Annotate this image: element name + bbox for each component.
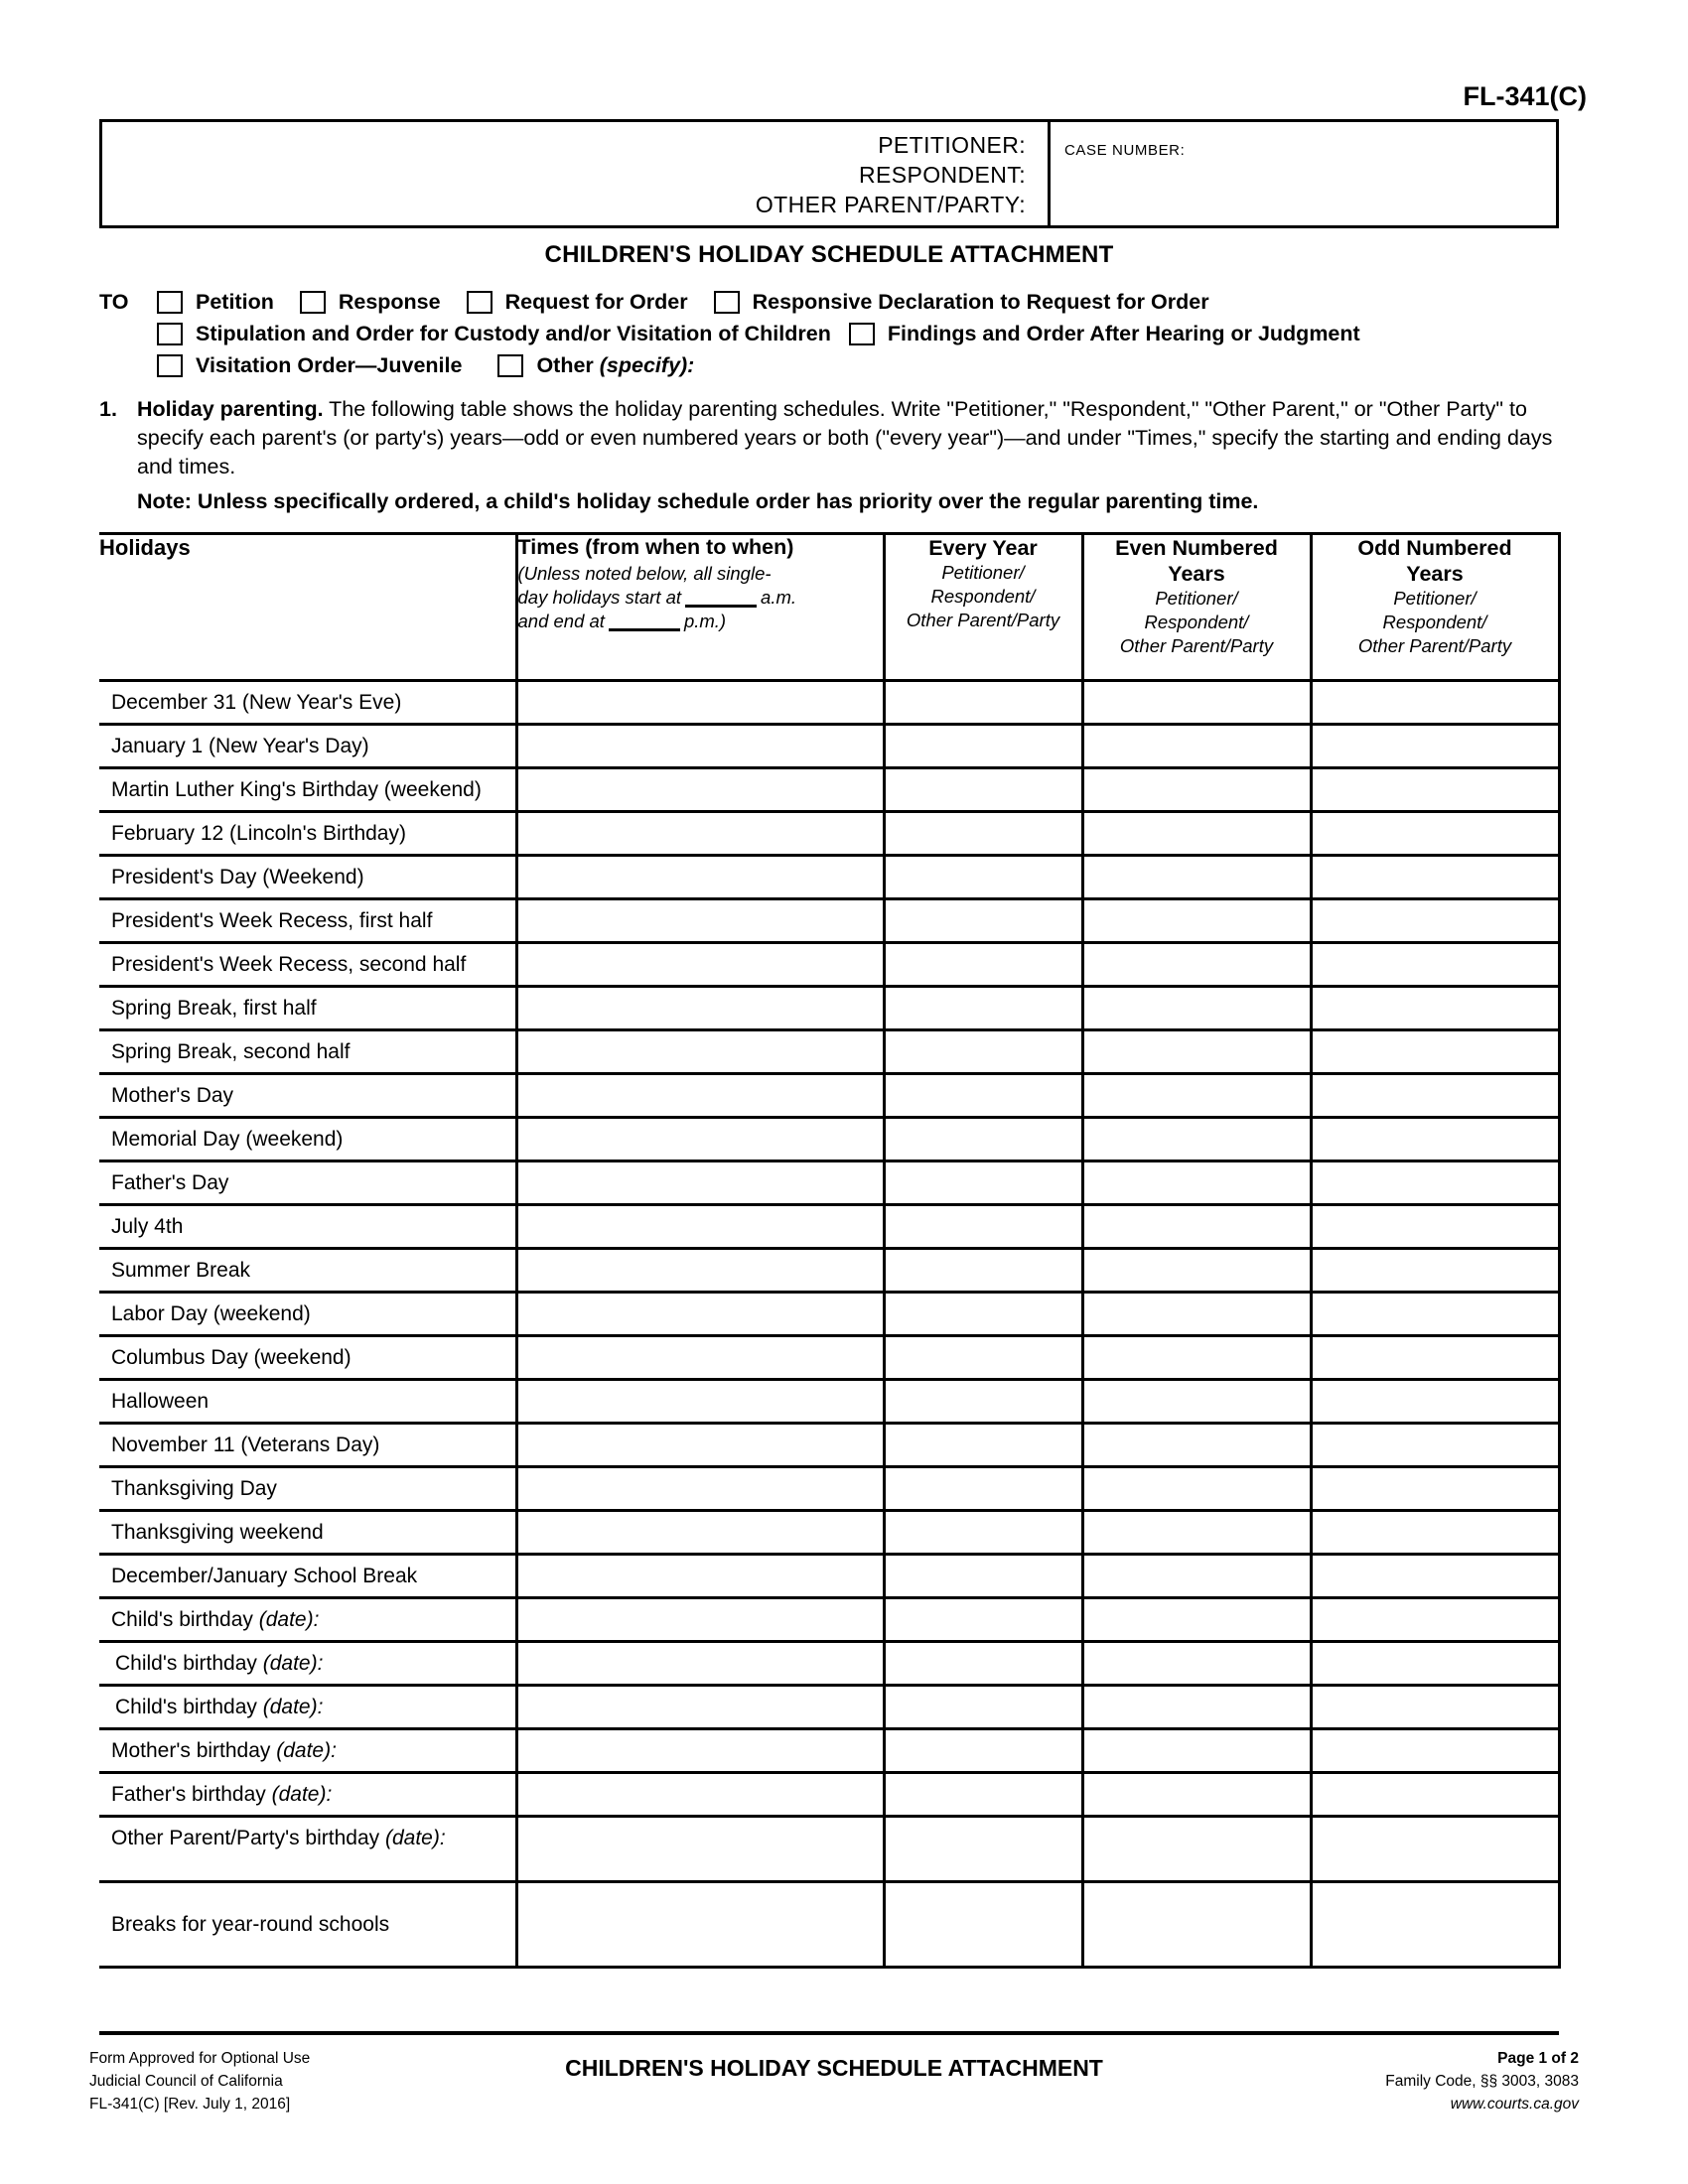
every-year-sub-3: Other Parent/Party (906, 610, 1060, 630)
footer-revision-line: FL-341(C) [Rev. July 1, 2016] (89, 2096, 291, 2113)
holiday-label: Martin Luther King's Birthday (weekend) (111, 778, 482, 801)
every-year-input-cell[interactable] (884, 1336, 1082, 1380)
holiday-label: November 11 (Veterans Day) (111, 1433, 380, 1456)
item-1-body (137, 395, 1569, 481)
attach-row-1 (99, 286, 1569, 318)
odd-years-main-1: Odd Numbered (1357, 536, 1512, 560)
holiday-label: Mother's birthday (111, 1739, 277, 1762)
odd-years-input-cell[interactable] (1311, 812, 1559, 856)
holiday-name-cell (99, 1074, 516, 1118)
table-row (99, 681, 1559, 725)
holiday-label-date-hint: (date): (262, 1652, 324, 1675)
item-1-heading: Holiday parenting. (137, 397, 324, 421)
odd-years-input-cell[interactable] (1311, 943, 1559, 987)
holiday-label: Thanksgiving Day (111, 1477, 277, 1500)
odd-years-input-cell[interactable] (1311, 1249, 1559, 1293)
even-years-main-2: Years (1168, 562, 1225, 586)
holiday-name-cell (99, 1161, 516, 1205)
label-petition: Petition (196, 289, 274, 314)
even-years-sub-2: Respondent/ (1144, 612, 1249, 632)
holiday-name-cell (99, 856, 516, 899)
even-years-input-cell[interactable] (1082, 1642, 1311, 1686)
times-input-cell[interactable] (516, 1293, 884, 1336)
times-sub-line-1: (Unless noted below, all single- (517, 563, 772, 584)
even-years-input-cell[interactable] (1082, 987, 1311, 1030)
table-row (99, 812, 1559, 856)
even-years-input-cell[interactable] (1082, 681, 1311, 725)
checkbox-findings-and-order[interactable] (849, 323, 875, 345)
petitioner-label: PETITIONER: (878, 132, 1026, 158)
table-row (99, 1336, 1559, 1380)
footer-website: www.courts.ca.gov (1450, 2096, 1579, 2113)
times-input-cell[interactable] (516, 768, 884, 812)
holiday-name-cell (99, 1642, 516, 1686)
every-year-input-cell[interactable] (884, 1205, 1082, 1249)
holiday-label: Other Parent/Party's birthday (111, 1827, 385, 1849)
holiday-label: Thanksgiving weekend (111, 1521, 324, 1544)
column-header-odd-years (1311, 534, 1559, 681)
times-input-cell[interactable] (516, 1882, 884, 1968)
times-input-cell[interactable] (516, 812, 884, 856)
even-years-main-1: Even Numbered (1115, 536, 1278, 560)
holiday-label: President's Week Recess, second half (111, 953, 467, 976)
odd-years-input-cell[interactable] (1311, 681, 1559, 725)
table-row (99, 987, 1559, 1030)
label-other (536, 353, 694, 378)
every-year-input-cell[interactable] (884, 1642, 1082, 1686)
checkbox-stipulation-and-order[interactable] (157, 323, 183, 345)
times-input-cell[interactable] (516, 681, 884, 725)
even-years-sub-3: Other Parent/Party (1119, 635, 1274, 656)
even-years-input-cell[interactable] (1082, 1598, 1311, 1642)
every-year-input-cell[interactable] (884, 812, 1082, 856)
table-row (99, 1161, 1559, 1205)
item-1-holiday-parenting (99, 395, 1569, 516)
holiday-name-cell (99, 1030, 516, 1074)
even-years-input-cell[interactable] (1082, 1882, 1311, 1968)
times-input-cell[interactable] (516, 725, 884, 768)
holiday-name-cell (99, 1686, 516, 1729)
every-year-input-cell[interactable] (884, 1249, 1082, 1293)
every-year-sub-2: Respondent/ (930, 586, 1036, 607)
start-time-blank-line[interactable] (685, 590, 757, 608)
odd-years-input-cell[interactable] (1311, 1686, 1559, 1729)
odd-years-input-cell[interactable] (1311, 1205, 1559, 1249)
holiday-label-date-hint: (date): (276, 1739, 337, 1762)
even-years-input-cell[interactable] (1082, 1074, 1311, 1118)
holiday-name-cell (99, 1555, 516, 1598)
column-header-every-year (884, 534, 1082, 681)
table-row (99, 943, 1559, 987)
times-input-cell[interactable] (516, 1467, 884, 1511)
other-parent-party-label: OTHER PARENT/PARTY: (755, 192, 1026, 217)
odd-years-input-cell[interactable] (1311, 987, 1559, 1030)
every-year-input-cell[interactable] (884, 1598, 1082, 1642)
odd-years-input-cell[interactable] (1311, 1424, 1559, 1467)
checkbox-petition[interactable] (157, 291, 183, 314)
times-input-cell[interactable] (516, 1336, 884, 1380)
every-year-input-cell[interactable] (884, 1555, 1082, 1598)
times-input-cell[interactable] (516, 1380, 884, 1424)
holiday-label-date-hint: (date): (271, 1783, 333, 1806)
column-header-times-main: Times (from when to when) (517, 535, 794, 559)
even-years-input-cell[interactable] (1082, 1729, 1311, 1773)
holiday-name-cell (99, 1336, 516, 1380)
odd-years-input-cell[interactable] (1311, 1555, 1559, 1598)
label-request-for-order: Request for Order (504, 289, 688, 314)
table-row (99, 1030, 1559, 1074)
table-row (99, 1642, 1559, 1686)
odd-years-input-cell[interactable] (1311, 1293, 1559, 1336)
table-row (99, 725, 1559, 768)
label-visitation-order-juvenile: Visitation Order—Juvenile (196, 352, 463, 377)
case-number-box[interactable] (1051, 122, 1556, 225)
holiday-name-cell (99, 1773, 516, 1817)
holiday-name-cell (99, 987, 516, 1030)
column-header-even-years (1082, 534, 1311, 681)
even-years-input-cell[interactable] (1082, 1817, 1311, 1882)
every-year-sub-1: Petitioner/ (941, 562, 1025, 583)
odd-years-input-cell[interactable] (1311, 725, 1559, 768)
holiday-label: President's Day (Weekend) (111, 866, 364, 888)
label-findings-and-order: Findings and Order After Hearing or Judgment (887, 321, 1360, 345)
checkbox-responsive-declaration[interactable] (714, 291, 740, 314)
holiday-name-cell (99, 1511, 516, 1555)
every-year-input-cell[interactable] (884, 1118, 1082, 1161)
times-input-cell[interactable] (516, 1205, 884, 1249)
holiday-label: Labor Day (weekend) (111, 1302, 311, 1325)
even-years-input-cell[interactable] (1082, 1205, 1311, 1249)
attach-row-3 (99, 349, 1569, 381)
holiday-name-cell (99, 725, 516, 768)
odd-years-sub-2: Respondent/ (1382, 612, 1487, 632)
holiday-label-date-hint: (date): (262, 1696, 324, 1718)
even-years-input-cell[interactable] (1082, 1249, 1311, 1293)
holiday-name-cell (99, 768, 516, 812)
item-1-note: Note: Unless specifically ordered, a child's holiday schedule order has priority over the regular parenting time. (137, 489, 1259, 513)
holiday-name-cell (99, 1380, 516, 1424)
times-input-cell[interactable] (516, 1555, 884, 1598)
checkbox-request-for-order[interactable] (467, 291, 492, 314)
even-years-input-cell[interactable] (1082, 1118, 1311, 1161)
label-responsive-declaration: Responsive Declaration to Request for Order (752, 289, 1209, 314)
times-sub-line-3 (518, 610, 883, 633)
times-sub-line-3-text: and end at (517, 611, 605, 631)
every-year-input-cell[interactable] (884, 987, 1082, 1030)
footer-family-code: Family Code, §§ 3003, 3083 (1385, 2073, 1579, 2090)
odd-years-input-cell[interactable] (1311, 1598, 1559, 1642)
even-years-input-cell[interactable] (1082, 856, 1311, 899)
even-years-input-cell[interactable] (1082, 1467, 1311, 1511)
odd-years-input-cell[interactable] (1311, 1467, 1559, 1511)
holiday-label: Columbus Day (weekend) (111, 1346, 352, 1369)
holiday-label: Memorial Day (weekend) (111, 1128, 344, 1151)
footer-right (1385, 2047, 1579, 2116)
holiday-label: Breaks for year-round schools (111, 1913, 390, 1936)
column-header-times-sub (518, 562, 883, 633)
case-number-label: CASE NUMBER: (1064, 142, 1186, 159)
item-1-number: 1. (99, 397, 117, 421)
odd-years-input-cell[interactable] (1311, 1118, 1559, 1161)
even-years-input-cell[interactable] (1082, 768, 1311, 812)
times-input-cell[interactable] (516, 856, 884, 899)
times-input-cell[interactable] (516, 1729, 884, 1773)
every-year-input-cell[interactable] (884, 899, 1082, 943)
odd-years-main-2: Years (1406, 562, 1464, 586)
table-row (99, 1293, 1559, 1336)
even-years-input-cell[interactable] (1082, 1380, 1311, 1424)
holiday-label: December/January School Break (111, 1565, 418, 1587)
holiday-name-cell (99, 812, 516, 856)
table-row (99, 856, 1559, 899)
table-row (99, 1555, 1559, 1598)
table-row (99, 1074, 1559, 1118)
odd-years-input-cell[interactable] (1311, 1380, 1559, 1424)
even-years-input-cell[interactable] (1082, 1336, 1311, 1380)
holiday-name-cell (99, 943, 516, 987)
even-years-input-cell[interactable] (1082, 1686, 1311, 1729)
even-years-input-cell[interactable] (1082, 1030, 1311, 1074)
holiday-name-cell (99, 1118, 516, 1161)
times-input-cell[interactable] (516, 1424, 884, 1467)
holiday-label: Mother's Day (111, 1084, 234, 1107)
holiday-label: Child's birthday (115, 1696, 263, 1718)
caption-parties (102, 122, 1051, 225)
times-input-cell[interactable] (516, 987, 884, 1030)
every-year-input-cell[interactable] (884, 1424, 1082, 1467)
holiday-label: Spring Break, second half (111, 1040, 351, 1063)
odd-years-input-cell[interactable] (1311, 856, 1559, 899)
times-sub-line-2 (518, 586, 883, 610)
every-year-main: Every Year (928, 536, 1038, 560)
times-sub-line-2-text: day holidays start at (517, 587, 682, 608)
every-year-input-cell[interactable] (884, 681, 1082, 725)
every-year-input-cell[interactable] (884, 1817, 1082, 1882)
form-number: FL-341(C) (1463, 81, 1587, 111)
label-other-specify: (specify): (599, 352, 695, 377)
holiday-label: February 12 (Lincoln's Birthday) (111, 822, 406, 845)
holiday-label: Spring Break, first half (111, 997, 317, 1020)
every-year-input-cell[interactable] (884, 856, 1082, 899)
odd-years-input-cell[interactable] (1311, 1773, 1559, 1817)
page-title: CHILDREN'S HOLIDAY SCHEDULE ATTACHMENT (544, 241, 1114, 268)
odd-years-input-cell[interactable] (1311, 1336, 1559, 1380)
times-sub-pm: p.m.) (683, 611, 727, 631)
even-years-input-cell[interactable] (1082, 1511, 1311, 1555)
footer-title: CHILDREN'S HOLIDAY SCHEDULE ATTACHMENT (565, 2055, 1103, 2081)
table-row (99, 1686, 1559, 1729)
footer-approved-line: Form Approved for Optional Use (89, 2050, 311, 2067)
odd-years-input-cell[interactable] (1311, 1511, 1559, 1555)
table-body (99, 681, 1559, 1968)
holiday-label: Child's birthday (115, 1652, 263, 1675)
holiday-name-cell (99, 1293, 516, 1336)
every-year-input-cell[interactable] (884, 1467, 1082, 1511)
holiday-label: Halloween (111, 1390, 210, 1413)
checkbox-other[interactable] (497, 354, 523, 377)
attachment-target-checkboxes (99, 286, 1569, 381)
label-stipulation-and-order: Stipulation and Order for Custody and/or Visitation of Children (196, 321, 831, 345)
holiday-label-date-hint: (date): (258, 1608, 320, 1631)
label-other-text: Other (536, 352, 594, 377)
every-year-input-cell[interactable] (884, 725, 1082, 768)
holiday-label: President's Week Recess, first half (111, 909, 433, 932)
every-year-input-cell[interactable] (884, 1293, 1082, 1336)
every-year-input-cell[interactable] (884, 1882, 1082, 1968)
footer-page-number: Page 1 of 2 (1497, 2050, 1579, 2067)
even-years-input-cell[interactable] (1082, 1293, 1311, 1336)
odd-years-input-cell[interactable] (1311, 1642, 1559, 1686)
to-label: TO (99, 289, 129, 314)
page-footer (89, 2043, 1579, 2142)
table-row (99, 1205, 1559, 1249)
every-year-input-cell[interactable] (884, 1030, 1082, 1074)
every-year-input-cell[interactable] (884, 1380, 1082, 1424)
table-row (99, 1118, 1559, 1161)
every-year-input-cell[interactable] (884, 1729, 1082, 1773)
even-years-sub-1: Petitioner/ (1155, 588, 1238, 609)
odd-years-input-cell[interactable] (1311, 1030, 1559, 1074)
odd-years-input-cell[interactable] (1311, 1161, 1559, 1205)
odd-years-sub-1: Petitioner/ (1393, 588, 1477, 609)
even-years-input-cell[interactable] (1082, 899, 1311, 943)
times-input-cell[interactable] (516, 1249, 884, 1293)
table-row (99, 1380, 1559, 1424)
label-response: Response (338, 289, 441, 314)
odd-years-input-cell[interactable] (1311, 1074, 1559, 1118)
every-year-input-cell[interactable] (884, 1074, 1082, 1118)
holiday-name-cell (99, 899, 516, 943)
checkbox-response[interactable] (300, 291, 326, 314)
odd-years-input-cell[interactable] (1311, 1817, 1559, 1882)
times-input-cell[interactable] (516, 1118, 884, 1161)
times-input-cell[interactable] (516, 1773, 884, 1817)
column-header-holidays: Holidays (99, 534, 516, 681)
times-input-cell[interactable] (516, 1817, 884, 1882)
odd-years-input-cell[interactable] (1311, 899, 1559, 943)
table-row (99, 1511, 1559, 1555)
times-input-cell[interactable] (516, 1642, 884, 1686)
times-input-cell[interactable] (516, 1511, 884, 1555)
table-row (99, 1817, 1559, 1882)
every-year-input-cell[interactable] (884, 1161, 1082, 1205)
table-row (99, 1598, 1559, 1642)
holiday-name-cell (99, 1424, 516, 1467)
holiday-name-cell (99, 1249, 516, 1293)
caption-box (99, 119, 1559, 228)
table-row (99, 1882, 1559, 1968)
table-row (99, 1773, 1559, 1817)
even-years-input-cell[interactable] (1082, 1424, 1311, 1467)
odd-years-input-cell[interactable] (1311, 768, 1559, 812)
checkbox-visitation-order-juvenile[interactable] (157, 354, 183, 377)
times-input-cell[interactable] (516, 1598, 884, 1642)
table-header (99, 534, 1559, 681)
table-row (99, 899, 1559, 943)
respondent-label: RESPONDENT: (859, 162, 1026, 188)
table-row (99, 1729, 1559, 1773)
holiday-label: Child's birthday (111, 1608, 259, 1631)
column-header-times (516, 534, 884, 681)
even-years-input-cell[interactable] (1082, 1555, 1311, 1598)
even-years-input-cell[interactable] (1082, 1161, 1311, 1205)
holiday-label: July 4th (111, 1215, 184, 1238)
footer-divider (99, 2031, 1559, 2035)
odd-years-sub-3: Other Parent/Party (1357, 635, 1512, 656)
holiday-label: Summer Break (111, 1259, 251, 1282)
table-row (99, 1249, 1559, 1293)
end-time-blank-line[interactable] (609, 614, 680, 631)
times-input-cell[interactable] (516, 1030, 884, 1074)
holiday-label: January 1 (New Year's Day) (111, 735, 369, 757)
odd-years-input-cell[interactable] (1311, 1882, 1559, 1968)
times-input-cell[interactable] (516, 1686, 884, 1729)
table-row (99, 768, 1559, 812)
holiday-name-cell (99, 1882, 516, 1968)
holiday-name-cell (99, 681, 516, 725)
holiday-schedule-table (99, 532, 1561, 1969)
holiday-label: Father's Day (111, 1171, 229, 1194)
every-year-input-cell[interactable] (884, 943, 1082, 987)
holiday-name-cell (99, 1467, 516, 1511)
times-input-cell[interactable] (516, 899, 884, 943)
even-years-input-cell[interactable] (1082, 812, 1311, 856)
every-year-input-cell[interactable] (884, 768, 1082, 812)
even-years-input-cell[interactable] (1082, 1773, 1311, 1817)
every-year-input-cell[interactable] (884, 1686, 1082, 1729)
holiday-label: December 31 (New Year's Eve) (111, 691, 402, 714)
even-years-input-cell[interactable] (1082, 943, 1311, 987)
holiday-label: Father's birthday (111, 1783, 272, 1806)
holiday-name-cell (99, 1205, 516, 1249)
holiday-name-cell (99, 1729, 516, 1773)
times-sub-am: a.m. (761, 587, 797, 608)
times-input-cell[interactable] (516, 1161, 884, 1205)
holiday-name-cell (99, 1598, 516, 1642)
every-year-input-cell[interactable] (884, 1773, 1082, 1817)
table-row (99, 1424, 1559, 1467)
times-input-cell[interactable] (516, 1074, 884, 1118)
table-header-row (99, 534, 1559, 681)
holiday-name-cell (99, 1817, 516, 1882)
item-1-text: The following table shows the holiday parenting schedules. Write "Petitioner," "Respondent," "Other Parent," or "Other Party" to specify each parent's (or party's) years—odd or even numbered years or both ("every year")—and under "Times," specify the starting and ending days and times. (137, 397, 1553, 478)
odd-years-input-cell[interactable] (1311, 1729, 1559, 1773)
footer-council-line: Judicial Council of California (89, 2073, 283, 2090)
attach-row-2 (99, 318, 1569, 349)
even-years-input-cell[interactable] (1082, 725, 1311, 768)
holiday-label-date-hint: (date): (384, 1827, 446, 1849)
every-year-input-cell[interactable] (884, 1511, 1082, 1555)
times-input-cell[interactable] (516, 943, 884, 987)
table-row (99, 1467, 1559, 1511)
